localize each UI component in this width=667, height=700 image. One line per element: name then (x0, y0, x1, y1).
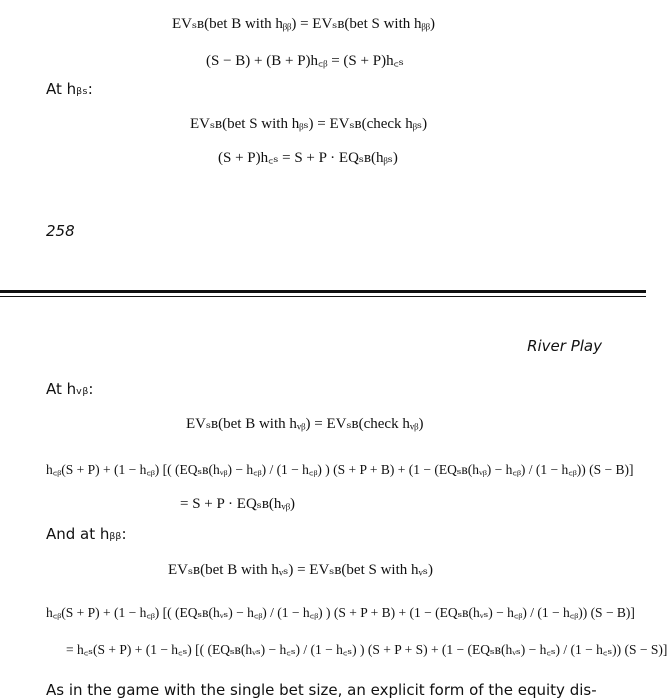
equation-ev-bet-b-hbb: EVₛʙ(bet B with hᵦᵦ) = EVₛʙ(bet S with hᵦᵦ) (172, 16, 435, 32)
section-label-at-hbs: At hᵦₛ: (46, 80, 93, 98)
equation-hvb-expanded-line1: h꜀ᵦ(S + P) + (1 − h꜀ᵦ) [( (EQₛʙ(hᵥᵦ) − h꜀ᵦ) / (1 − h꜀ᵦ) ) (S + P + B) + (1 − (EQₛʙ(hᵥᵦ) − h꜀ᵦ) / (1 − h꜀ᵦ)) (S − B)] (46, 462, 634, 477)
equation-ev-bet-s-hbs: EVₛʙ(bet S with hᵦₛ) = EVₛʙ(check hᵦₛ) (190, 116, 428, 132)
equation-hbb-indifference: (S − B) + (B + P)h꜀ᵦ = (S + P)h꜀ₛ (206, 53, 404, 69)
page-break-rule-thin (0, 296, 646, 297)
equation-hbs-indifference: (S + P)h꜀ₛ = S + P · EQₛʙ(hᵦₛ) (218, 150, 398, 166)
equation-hvs-expanded-line2: = h꜀ₛ(S + P) + (1 − h꜀ₛ) [( (EQₛʙ(hᵥₛ) − h꜀ₛ) / (1 − h꜀ₛ) ) (S + P + S) + (1 − (EQₛʙ(hᵥₛ) − h꜀ₛ) / (1 − h꜀ₛ)) (S − S)] (66, 642, 667, 657)
equation-ev-bet-b-hvs: EVₛʙ(bet B with hᵥₛ) = EVₛʙ(bet S with hᵥₛ) (168, 562, 433, 578)
equation-hvb-expanded-line2: = S + P · EQₛʙ(hᵥᵦ) (180, 496, 296, 512)
section-label-and-at-hbb: And at hᵦᵦ: (46, 525, 127, 543)
equation-hvs-expanded-line1: h꜀ᵦ(S + P) + (1 − h꜀ᵦ) [( (EQₛʙ(hᵥₛ) − h꜀ᵦ) / (1 − h꜀ᵦ) ) (S + P + B) + (1 − (EQₛʙ(hᵥₛ) − h꜀ᵦ) / (1 − h꜀ᵦ)) (S − B)] (46, 605, 635, 620)
page-number: 258 (46, 222, 75, 240)
section-label-at-hvb: At hᵥᵦ: (46, 380, 94, 398)
running-head: River Play (527, 337, 602, 355)
equation-ev-bet-b-hvb: EVₛʙ(bet B with hᵥᵦ) = EVₛʙ(check hᵥᵦ) (186, 416, 424, 432)
page-break-rule-thick (0, 290, 646, 293)
closing-paragraph: As in the game with the single bet size, an explicit form of the equity dis- (46, 681, 597, 699)
